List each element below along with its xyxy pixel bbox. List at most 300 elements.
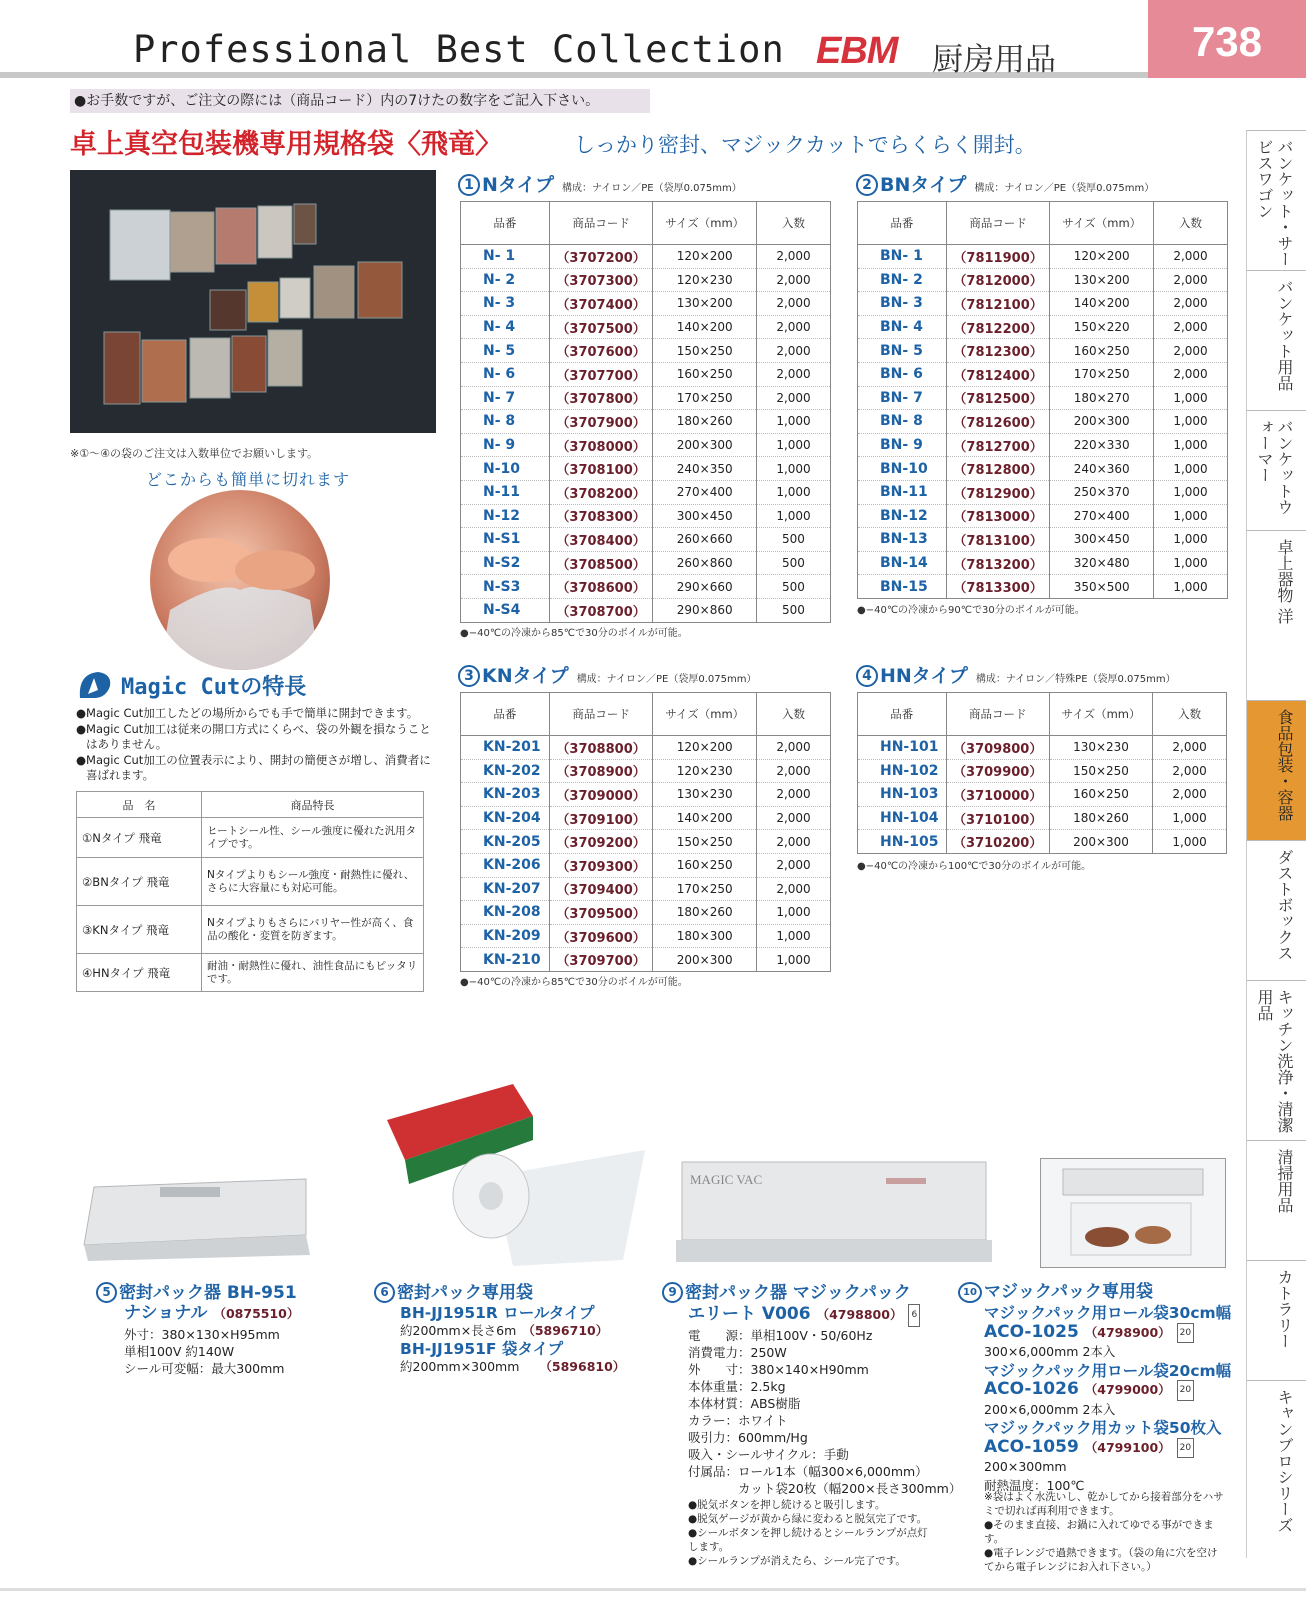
quantity: 2,000 (756, 853, 830, 877)
product-10-heat: 耐熱温度：100℃ (984, 1477, 1085, 1493)
quantity: 1,000 (1153, 457, 1227, 481)
product-5-code: （0875510） (213, 1306, 300, 1321)
table-row (461, 386, 831, 410)
product-code: （3707300） (549, 268, 653, 292)
size: 220×330 (1050, 433, 1154, 457)
size: 140×200 (1050, 292, 1154, 316)
bn-type-title (856, 170, 1154, 197)
sealer-bh951-image (80, 1175, 312, 1261)
product-code: （3708700） (549, 598, 653, 622)
table-header: 入数 (756, 202, 830, 245)
kn-type-number: 3 (458, 665, 480, 687)
item-number: BN- 6 (858, 362, 947, 386)
item-number: BN-15 (858, 575, 947, 599)
table-row (461, 315, 831, 339)
quantity: 1,000 (756, 948, 830, 972)
n-type-name: Nタイプ (482, 174, 554, 196)
table-row (461, 551, 831, 575)
product-code: （3709600） (549, 924, 653, 948)
item-number: BN- 5 (858, 339, 947, 363)
quantity: 2,000 (756, 877, 830, 901)
category-tabs (1246, 130, 1306, 1558)
size: 150×250 (1049, 759, 1152, 783)
table-row (461, 528, 831, 552)
category-tab[interactable]: ダストボックス (1246, 840, 1306, 980)
table-header: サイズ（mm） (1049, 693, 1152, 736)
item-number: N- 4 (461, 315, 550, 339)
page-number: 738 (1191, 18, 1263, 65)
product-6-code-roll: （5896710） (522, 1323, 609, 1338)
product-10-item-box: 20 (1177, 1438, 1194, 1459)
quantity: 1,000 (1153, 528, 1227, 552)
product-code: （3710000） (946, 783, 1049, 807)
size: 140×200 (653, 315, 757, 339)
table-header: 商品コード (549, 202, 653, 245)
table-row (858, 783, 1227, 807)
size: 200×300 (1050, 410, 1154, 434)
product-note: ●そのまま直接、お鍋に入れてゆでる事ができます。 (984, 1519, 1214, 1545)
item-number: HN-102 (858, 759, 947, 783)
product-6-code-bag: （5896810） (539, 1359, 626, 1374)
tearing-hands-illustration (150, 490, 330, 670)
feature-desc: ヒートシール性、シール強度に優れた汎用タイプです。 (202, 818, 424, 858)
hn-type-composition: 構成：ナイロン／特殊PE（袋厚0.075mm） (975, 674, 1176, 685)
product-10-item-model: ACO-1025 (984, 1321, 1079, 1342)
product-code: （7812900） (946, 480, 1050, 504)
product-code: （7812500） (946, 386, 1050, 410)
product-code: （3707700） (549, 362, 653, 386)
size: 120×200 (653, 245, 757, 269)
n-type-title (458, 170, 742, 197)
product-code: （7812600） (946, 410, 1050, 434)
quantity: 2,000 (756, 339, 830, 363)
size: 170×250 (653, 386, 757, 410)
product-code: （7812400） (946, 362, 1050, 386)
product-code: （3707500） (549, 315, 653, 339)
product-10-item-spec: 200×6,000mm 2本入 (984, 1401, 1116, 1417)
magic-pack-bags-image (1040, 1158, 1226, 1268)
product-code: （3708000） (549, 433, 653, 457)
product-code: （3709300） (549, 853, 653, 877)
quantity: 2,000 (1153, 268, 1227, 292)
size: 240×350 (653, 457, 757, 481)
product-9-number: 9 (662, 1282, 683, 1303)
size: 300×450 (653, 504, 757, 528)
category-tab[interactable]: キッチン洗浄・清潔用品 (1246, 980, 1306, 1140)
n-type-number: 1 (458, 174, 480, 196)
kn-type-title (458, 661, 756, 688)
table-row (461, 830, 831, 854)
product-code: （7812000） (946, 268, 1050, 292)
item-number: BN- 3 (858, 292, 947, 316)
product-9-box-qty: 6 (908, 1304, 920, 1327)
quantity: 2,000 (756, 268, 830, 292)
quantity: 2,000 (756, 806, 830, 830)
product-9-name: 密封パック器 マジックパック (685, 1283, 911, 1303)
item-number: KN-208 (461, 901, 550, 925)
table-row (461, 433, 831, 457)
size: 350×500 (1050, 575, 1154, 599)
item-number: BN-10 (858, 457, 947, 481)
page-title: Professional Best Collection (133, 28, 785, 71)
size: 250×370 (1050, 480, 1154, 504)
product-10-title (958, 1282, 1153, 1303)
product-5-number: 5 (96, 1282, 117, 1303)
product-spec: 外寸：380×130×H95mm (124, 1327, 280, 1342)
category-tab[interactable]: バンケットウォーマー (1246, 410, 1306, 530)
item-number: N-S3 (461, 575, 550, 599)
product-spec: 吸引力：600mm/Hg (688, 1430, 808, 1445)
feature-desc: Nタイプよりもさらにバリヤー性が高く、食品の酸化・変質を防ぎます。 (202, 906, 424, 954)
quantity: 2,000 (1153, 292, 1227, 316)
quantity: 500 (756, 575, 830, 599)
order-notice: ●お手数ですが、ご注文の際には（商品コード）内の7けたの数字をご記入下さい。 (70, 89, 650, 113)
product-9-title (662, 1282, 911, 1304)
quantity: 2,000 (1153, 339, 1227, 363)
bn-type-number: 2 (856, 174, 878, 196)
product-10-item-box: 20 (1177, 1323, 1194, 1344)
vacuum-bags-photo (70, 170, 436, 433)
quantity: 2,000 (756, 736, 830, 760)
product-note: ※袋はよく水洗いし、乾かしてから接着部分をハサミで切れば再利用できます。 (984, 1491, 1224, 1517)
table-row (858, 504, 1228, 528)
size: 260×860 (653, 551, 757, 575)
size: 270×400 (653, 480, 757, 504)
item-number: BN-13 (858, 528, 947, 552)
product-spec: カラー：ホワイト (688, 1413, 788, 1428)
headline: 卓上真空包装機専用規格袋〈飛竜〉 (70, 129, 502, 160)
quantity: 1,000 (1153, 551, 1227, 575)
size: 270×400 (1050, 504, 1154, 528)
size: 160×250 (653, 362, 757, 386)
product-9-code: （4798800） (816, 1307, 903, 1322)
product-code: （7813200） (946, 551, 1050, 575)
table-row (461, 410, 831, 434)
feature-name: ③KNタイプ 飛竜 (77, 906, 202, 954)
table-row (858, 339, 1228, 363)
product-code: （7813300） (946, 575, 1050, 599)
product-code: （3707900） (549, 410, 653, 434)
product-code: （3709000） (549, 783, 653, 807)
product-5-title (96, 1282, 297, 1304)
product-6-name: 密封パック専用袋 (397, 1283, 533, 1303)
quantity: 1,000 (756, 480, 830, 504)
product-code: （3707400） (549, 292, 653, 316)
product-code: （3708800） (549, 736, 653, 760)
table-header: 商品コード (946, 202, 1050, 245)
quantity: 1,000 (756, 504, 830, 528)
product-5-name: 密封パック器 BH-951 (119, 1283, 297, 1303)
table-header: 品番 (858, 202, 947, 245)
feature-name: ②BNタイプ 飛竜 (77, 858, 202, 906)
quantity: 500 (756, 551, 830, 575)
seal-bag-roll-image (383, 1080, 655, 1270)
product-10-item-model: ACO-1026 (984, 1379, 1079, 1399)
size: 150×220 (1050, 315, 1154, 339)
table-row (858, 480, 1228, 504)
cut-caption: どこからも簡単に切れます (146, 470, 351, 489)
bottom-rule (0, 1588, 1306, 1591)
size: 320×480 (1050, 551, 1154, 575)
product-note: ●脱気ゲージが黄から緑に変わると脱気完了です。 (688, 1513, 928, 1525)
product-code: （3709800） (946, 736, 1049, 760)
size: 130×230 (1049, 736, 1152, 760)
product-10-notes (984, 1490, 1224, 1574)
table-row (461, 457, 831, 481)
item-number: BN- 4 (858, 315, 947, 339)
category-tab[interactable]: 卓上器物 洋 (1246, 530, 1306, 700)
item-number: KN-206 (461, 853, 550, 877)
product-code: （7812700） (946, 433, 1050, 457)
table-row (858, 551, 1228, 575)
quantity: 1,000 (1153, 504, 1227, 528)
table-row (461, 901, 831, 925)
table-header: サイズ（mm） (653, 693, 757, 736)
product-code: （3710100） (946, 806, 1049, 830)
product-code: （3709400） (549, 877, 653, 901)
size: 130×200 (653, 292, 757, 316)
product-code: （3709900） (946, 759, 1049, 783)
product-code: （3708500） (549, 551, 653, 575)
product-6-item-roll: BH-JJ1951R ロールタイプ (400, 1304, 595, 1322)
magic-cut-point: ●Magic Cut加工は従来の開口方式にくらべ、袋の外観を損なうことはありません。 (76, 721, 431, 751)
n-type-table (460, 201, 831, 623)
item-number: KN-203 (461, 783, 550, 807)
product-note: ●脱気ボタンを押し続けると吸引します。 (688, 1499, 886, 1511)
item-number: BN-11 (858, 480, 947, 504)
product-note: ●電子レンジで過熱できます。（袋の角に穴を空けてから電子レンジにお入れ下さい。） (984, 1547, 1218, 1573)
quantity: 2,000 (1153, 245, 1227, 269)
item-number: N-S4 (461, 598, 550, 622)
table-header: 品番 (461, 693, 550, 736)
product-10-item-spec: 200×300mm (984, 1459, 1067, 1474)
product-code: （7811900） (946, 245, 1050, 269)
item-number: KN-204 (461, 806, 550, 830)
magic-cut-title: Magic Cutの特長 (121, 675, 307, 700)
product-10-item-name: マジックパック用ロール袋20cm幅 (984, 1361, 1232, 1380)
product-6-items (400, 1304, 625, 1376)
product-code: （7812100） (946, 292, 1050, 316)
table-header: サイズ（mm） (1050, 202, 1154, 245)
table-row (461, 736, 831, 760)
product-code: （3708400） (549, 528, 653, 552)
product-10-number: 10 (958, 1282, 982, 1303)
product-9-subtitle (688, 1304, 920, 1327)
quantity: 2,000 (756, 386, 830, 410)
item-number: N- 8 (461, 410, 550, 434)
quantity: 2,000 (756, 362, 830, 386)
category-tab[interactable]: キャンブロシリーズ (1246, 1380, 1306, 1558)
product-note: ●シールランプが消えたら、シール完了です。 (688, 1555, 906, 1567)
quantity: 1,000 (756, 433, 830, 457)
size: 150×250 (653, 830, 757, 854)
quantity: 2,000 (756, 292, 830, 316)
feature-desc: Nタイプよりもシール強度・耐熱性に優れ、さらに大容量にも対応可能。 (202, 858, 424, 906)
quantity: 500 (756, 598, 830, 622)
size: 150×250 (653, 339, 757, 363)
product-9-notes (688, 1498, 938, 1568)
item-number: KN-205 (461, 830, 550, 854)
kn-type-composition: 構成：ナイロン／PE（袋厚0.075mm） (576, 674, 757, 685)
table-row (461, 362, 831, 386)
item-number: N- 5 (461, 339, 550, 363)
table-row (461, 339, 831, 363)
size: 120×230 (653, 268, 757, 292)
product-code: （3708600） (549, 575, 653, 599)
hn-type-number: 4 (856, 665, 878, 687)
table-row (858, 362, 1228, 386)
product-code: （3709500） (549, 901, 653, 925)
product-spec: 本体重量：2.5kg (688, 1379, 786, 1394)
product-spec: 本体材質：ABS樹脂 (688, 1396, 801, 1411)
n-type-composition: 構成：ナイロン／PE（袋厚0.075mm） (561, 183, 742, 194)
quantity: 1,000 (1153, 830, 1227, 854)
item-number: KN-209 (461, 924, 550, 948)
hn-type-name: HNタイプ (880, 665, 968, 687)
item-number: BN- 7 (858, 386, 947, 410)
product-5-subtitle (124, 1303, 299, 1324)
quantity: 2,000 (1153, 759, 1227, 783)
size: 200×300 (653, 948, 757, 972)
table-header: 商品コード (549, 693, 653, 736)
feature-table-header: 商品特長 (202, 792, 424, 818)
table-row (858, 268, 1228, 292)
item-number: BN- 8 (858, 410, 947, 434)
table-header: 入数 (756, 693, 830, 736)
product-6-item-bag: BH-JJ1951F 袋タイプ (400, 1340, 564, 1358)
item-number: HN-101 (858, 736, 947, 760)
product-10-item-code: （4798900） (1084, 1324, 1171, 1340)
quantity: 2,000 (1153, 315, 1227, 339)
quantity: 2,000 (756, 245, 830, 269)
item-number: BN-12 (858, 504, 947, 528)
vacuum-bags-illustration (70, 170, 436, 433)
item-number: BN-14 (858, 551, 947, 575)
item-number: N-S1 (461, 528, 550, 552)
item-number: BN- 9 (858, 433, 947, 457)
quantity: 2,000 (1153, 362, 1227, 386)
product-10-item-code: （4799000） (1084, 1382, 1171, 1397)
table-row (858, 736, 1227, 760)
feature-name: ④HNタイプ 飛竜 (77, 954, 202, 992)
size: 260×660 (653, 528, 757, 552)
table-row (858, 410, 1228, 434)
product-6-title (374, 1282, 533, 1304)
quantity: 2,000 (1153, 783, 1227, 807)
table-row (461, 480, 831, 504)
item-number: BN- 1 (858, 245, 947, 269)
product-code: （3708100） (549, 457, 653, 481)
size: 290×660 (653, 575, 757, 599)
product-code: （3707200） (549, 245, 653, 269)
order-unit-note: ※①～④の袋のご注文は入数単位でお願いします。 (70, 447, 319, 460)
size: 300×450 (1050, 528, 1154, 552)
item-number: KN-202 (461, 759, 550, 783)
feature-name: ①Nタイプ 飛竜 (77, 818, 202, 858)
table-row (858, 528, 1228, 552)
kn-type-name: KNタイプ (482, 665, 569, 687)
item-number: N- 7 (461, 386, 550, 410)
quantity: 1,000 (1153, 480, 1227, 504)
category-tab[interactable]: 食品包装・容器 (1246, 700, 1306, 840)
size: 180×300 (653, 924, 757, 948)
product-spec: シール可変幅：最大300mm (124, 1361, 285, 1376)
table-row (858, 457, 1228, 481)
size: 130×200 (1050, 268, 1154, 292)
product-code: （3707800） (549, 386, 653, 410)
size: 160×250 (1049, 783, 1152, 807)
category-tab[interactable]: バンケット用品 (1246, 270, 1306, 410)
product-10-item-spec: 300×6,000mm 2本入 (984, 1344, 1116, 1359)
size: 180×260 (1049, 806, 1152, 830)
feature-table (76, 791, 424, 992)
item-number: N-12 (461, 504, 550, 528)
product-5-specs (124, 1326, 284, 1377)
quantity: 1,000 (756, 901, 830, 925)
brand-logo: EBM (816, 30, 898, 72)
item-number: N- 6 (461, 362, 550, 386)
category-tab[interactable]: 清掃用品 (1246, 1140, 1306, 1260)
item-number: HN-105 (858, 830, 947, 854)
sub-headline: しっかり密封、マジックカットでらくらく開封。 (574, 133, 1036, 157)
item-number: N- 3 (461, 292, 550, 316)
table-header: 品番 (858, 693, 947, 736)
table-row (461, 268, 831, 292)
product-code: （3710200） (946, 830, 1049, 854)
magic-cut-point: ●Magic Cut加工したどの場所からでも手で簡単に開封できます。 (76, 706, 419, 720)
size: 120×230 (653, 759, 757, 783)
item-number: N- 9 (461, 433, 550, 457)
product-spec: 消費電力：250W (688, 1345, 787, 1360)
quantity: 1,000 (1153, 433, 1227, 457)
size: 160×250 (1050, 339, 1154, 363)
product-code: （3708200） (549, 480, 653, 504)
hn-type-note: ●−40℃の冷凍から100℃で30分のボイルが可能。 (857, 861, 1092, 872)
product-spec: 外 寸：380×140×H90mm (688, 1362, 869, 1377)
quantity: 1,000 (1153, 575, 1227, 599)
header-rule (0, 72, 1306, 78)
bn-type-name: BNタイプ (880, 174, 967, 196)
table-row (461, 575, 831, 599)
hn-type-table (857, 692, 1227, 854)
quantity: 2,000 (756, 315, 830, 339)
n-type-note: ●−40℃の冷凍から85℃で30分のボイルが可能。 (460, 628, 688, 639)
product-10-items (984, 1304, 1231, 1495)
product-code: （3709100） (549, 806, 653, 830)
table-row (858, 575, 1228, 599)
table-row (461, 598, 831, 622)
bn-type-table (857, 201, 1228, 599)
size: 290×860 (653, 598, 757, 622)
table-row (461, 504, 831, 528)
item-number: N- 1 (461, 245, 550, 269)
product-10-item-code: （4799100） (1084, 1439, 1171, 1455)
product-10-item-box: 20 (1177, 1380, 1194, 1401)
table-header: 入数 (1153, 693, 1227, 736)
table-row (858, 433, 1228, 457)
size: 120×200 (653, 736, 757, 760)
table-row (461, 783, 831, 807)
magic-cut-point: ●Magic Cut加工の位置表示により、開封の簡便さが増し、消費者に喜ばれます。 (76, 752, 431, 782)
table-row (858, 315, 1228, 339)
category-tab[interactable]: バンケット・サービスワゴン (1246, 130, 1306, 270)
category-tab[interactable]: カトラリー (1246, 1260, 1306, 1380)
quantity: 1,000 (756, 457, 830, 481)
product-6-spec-roll: 約200mm×長さ6m (400, 1323, 517, 1338)
table-row (858, 806, 1227, 830)
product-spec: カット袋20枚（幅200×長さ300mm） (688, 1481, 962, 1496)
quantity: 2,000 (756, 830, 830, 854)
